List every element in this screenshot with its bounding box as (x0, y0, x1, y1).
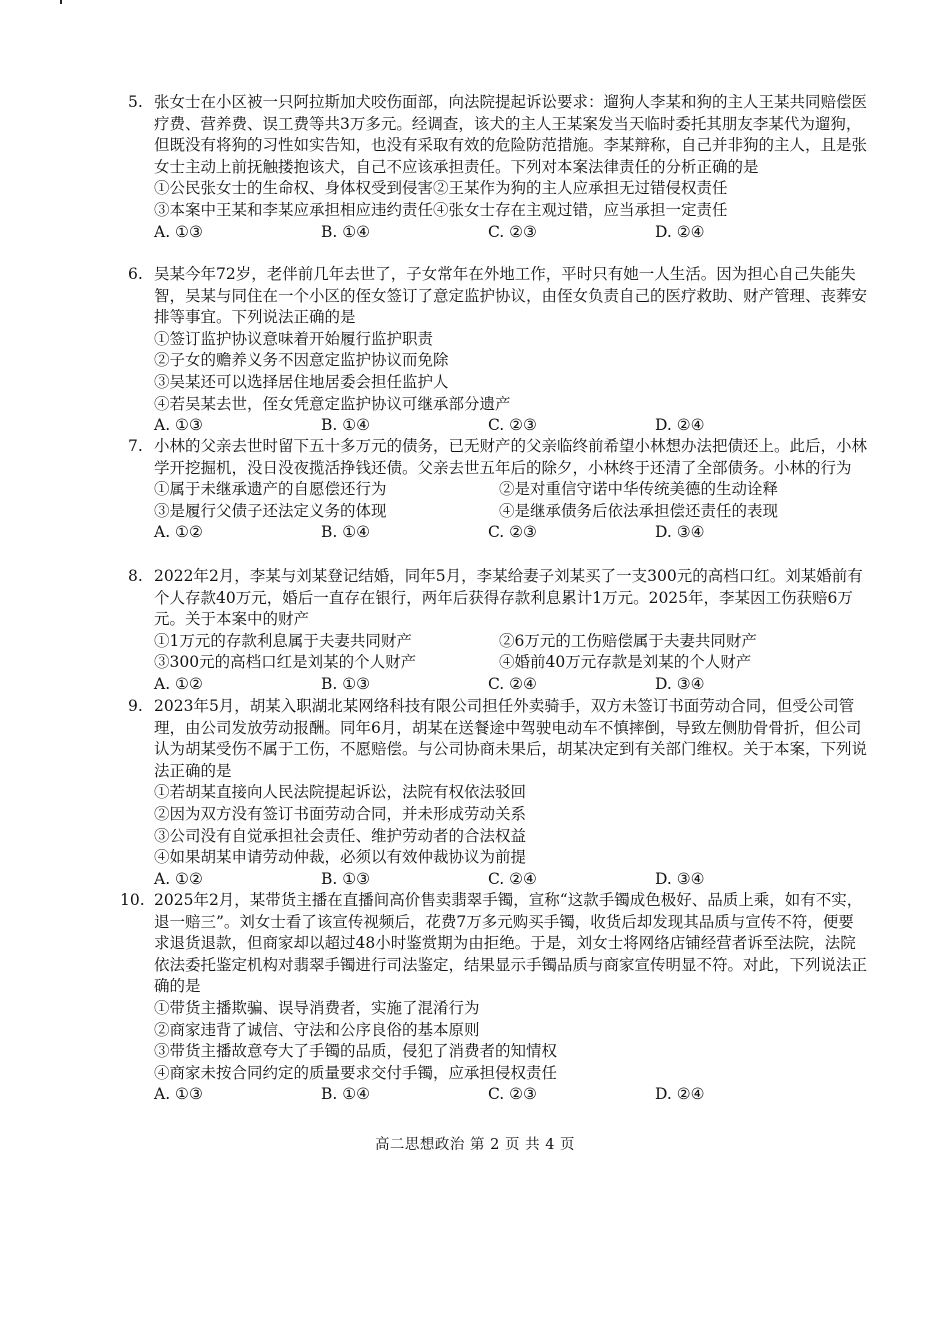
statement-2: ②因为双方没有签订书面劳动合同，并未形成劳动关系 (154, 804, 527, 823)
question-number: 6. (128, 265, 143, 283)
option-a: A. ①② (154, 674, 203, 693)
statement-1: ①若胡某直接向人民法院提起诉讼，法院有权依法驳回 (154, 783, 527, 802)
option-a: A. ①② (154, 523, 203, 542)
question-stem: 小林的父亲去世时留下五十多万元的债务，已无财产的父亲临终前希望小林想办法把债还上。此后，小林学开挖掘机，没日没夜揽活挣钱还债。父亲去世五年后的除夕，小林终于还清了全部债务。小林的行为 (154, 437, 868, 477)
question-number: 8. (128, 567, 143, 585)
statement-1: ①属于未继承遗产的自愿偿还行为 (154, 480, 387, 499)
statement-3: ③公司没有自觉承担社会责任、维护劳动者的合法权益 (154, 826, 527, 845)
question-10 (120, 890, 868, 1106)
question-stem: 2022年2月，李某与刘某登记结婚，同年5月，李某给妻子刘某买了一支300元的高档口红。刘某婚前有个人存款40万元，婚后一直存在银行，两年后获得存款利息累计1万元。2025年，李某因工伤获赔6万元。关于本案中的财产 (154, 567, 863, 629)
question-number: 9. (128, 697, 143, 715)
option-a: A. ①③ (154, 416, 203, 435)
option-d: D. ②④ (655, 416, 705, 435)
question-5 (128, 92, 868, 243)
option-b: B. ①③ (321, 869, 371, 888)
option-c: C. ②④ (488, 869, 537, 888)
option-b: B. ①④ (321, 1085, 371, 1104)
answer-options (154, 415, 868, 437)
answer-options (154, 869, 868, 891)
question-8 (128, 566, 868, 696)
statement-3: ③300元的高档口红是刘某的个人财产 (154, 653, 417, 672)
question-stem: 2023年5月，胡某入职湖北某网络科技有限公司担任外卖骑手，双方未签订书面劳动合同，但受公司管理，由公司发放劳动报酬。同年6月，胡某在送餐途中驾驶电动车不慎摔倒，导致左侧肋骨骨折，但公司认为胡某受伤不属于工伤，不愿赔偿。与公司协商未果后，胡某决定到有关部门维权。关于本案，下列说法正确的是 (154, 697, 868, 780)
statement-1: ①1万元的存款利息属于夫妻共同财产 (154, 631, 412, 650)
answer-options (154, 674, 868, 696)
option-a: A. ①③ (154, 1085, 203, 1104)
scan-mark (60, 0, 62, 4)
question-number: 10. (120, 891, 145, 909)
question-7 (128, 436, 868, 544)
statement-1: ①带货主播欺骗、误导消费者，实施了混淆行为 (154, 998, 480, 1017)
statement-3: ③本案中王某和李某应承担相应违约责任 (154, 200, 434, 219)
option-d: D. ③④ (655, 523, 705, 542)
statement-4: ④如果胡某申请劳动仲裁，必须以有效仲裁协议为前提 (154, 848, 527, 867)
answer-options (154, 1084, 868, 1106)
statement-4: ④商家未按合同约定的质量要求交付手镯，应承担侵权责任 (154, 1063, 558, 1082)
question-number: 7. (128, 437, 143, 455)
statement-3: ③是履行父债子还法定义务的体现 (154, 501, 387, 520)
option-d: D. ②④ (655, 222, 705, 241)
question-stem: 吴某今年72岁，老伴前几年去世了，子女常年在外地工作，平时只有她一人生活。因为担心自己失能失智，吴某与同住在一个小区的侄女签订了意定监护协议，由侄女负责自己的医疗救助、财产管理、丧葬安排等事宜。下列说法正确的是 (154, 265, 868, 327)
statement-2: ②子女的赡养义务不因意定监护协议而免除 (154, 351, 449, 370)
option-b: B. ①④ (321, 416, 371, 435)
question-stem: 2025年2月，某带货主播在直播间高价售卖翡翠手镯，宣称“这款手镯成色极好、品质上乘，如有不实，退一赔三”。刘女士看了该宣传视频后，花费7万多元购买手镯，收货后却发现其品质与宣传不符，便要求退货退款，但商家却以超过48小时鉴赏期为由拒绝。于是，刘女士将网络店铺经营者诉至法院，法院依法委托鉴定机构对翡翠手镯进行司法鉴定，结果显示手镯品质与商家宣传明显不符。对此，下列说法正确的是 (154, 891, 868, 996)
option-b: B. ①④ (321, 222, 371, 241)
option-b: B. ①④ (321, 523, 371, 542)
option-c: C. ②③ (488, 1085, 537, 1104)
option-c: C. ②③ (488, 416, 537, 435)
option-b: B. ①③ (321, 674, 371, 693)
statement-2: ②王某作为狗的主人应承担无过错侵权责任 (433, 179, 728, 198)
option-c: C. ②③ (488, 523, 537, 542)
option-d: D. ③④ (655, 869, 705, 888)
option-a: A. ①③ (154, 222, 203, 241)
statement-2: ②商家违背了诚信、守法和公序良俗的基本原则 (154, 1020, 480, 1039)
page-footer: 高二思想政治 第 2 页 共 4 页 (374, 1137, 576, 1153)
option-d: D. ②④ (655, 1085, 705, 1104)
option-a: A. ①② (154, 869, 203, 888)
question-number: 5. (128, 93, 143, 111)
statement-4: ④婚前40万元存款是刘某的个人财产 (499, 653, 752, 672)
statement-3: ③吴某还可以选择居住地居委会担任监护人 (154, 372, 449, 391)
statement-4: ④若吴某去世，侄女凭意定监护协议可继承部分遗产 (154, 394, 511, 413)
statement-3: ③带货主播故意夸大了手镯的品质，侵犯了消费者的知情权 (154, 1042, 558, 1061)
answer-options (154, 222, 868, 244)
option-d: D. ③④ (655, 674, 705, 693)
statement-1: ①公民张女士的生命权、身体权受到侵害 (154, 179, 434, 198)
option-c: C. ②④ (488, 674, 537, 693)
question-9 (128, 696, 868, 890)
question-stem: 张女士在小区被一只阿拉斯加犬咬伤面部，向法院提起诉讼要求：遛狗人李某和狗的主人王某共同赔偿医疗费、营养费、误工费等共3万多元。经调查，该犬的主人王某案发当天临时委托其朋友李某代为遛狗，但既没有将狗的习性如实告知，也没有采取有效的危险防范措施。李某辩称，自己并非狗的主人，且是张女士主动上前抚触搂抱该犬，自己不应该承担责任。下列对本案法律责任的分析正确的是 (154, 93, 868, 176)
statement-4: ④是继承债务后依法承担偿还责任的表现 (499, 501, 779, 520)
statement-1: ①签订监护协议意味着开始履行监护职责 (154, 329, 434, 348)
option-c: C. ②③ (488, 222, 537, 241)
answer-options (154, 522, 868, 544)
question-6 (128, 264, 868, 437)
statement-4: ④张女士存在主观过错，应当承担一定责任 (433, 200, 728, 219)
statement-2: ②是对重信守诺中华传统美德的生动诠释 (499, 480, 779, 499)
statement-2: ②6万元的工伤赔偿属于夫妻共同财产 (499, 631, 757, 650)
